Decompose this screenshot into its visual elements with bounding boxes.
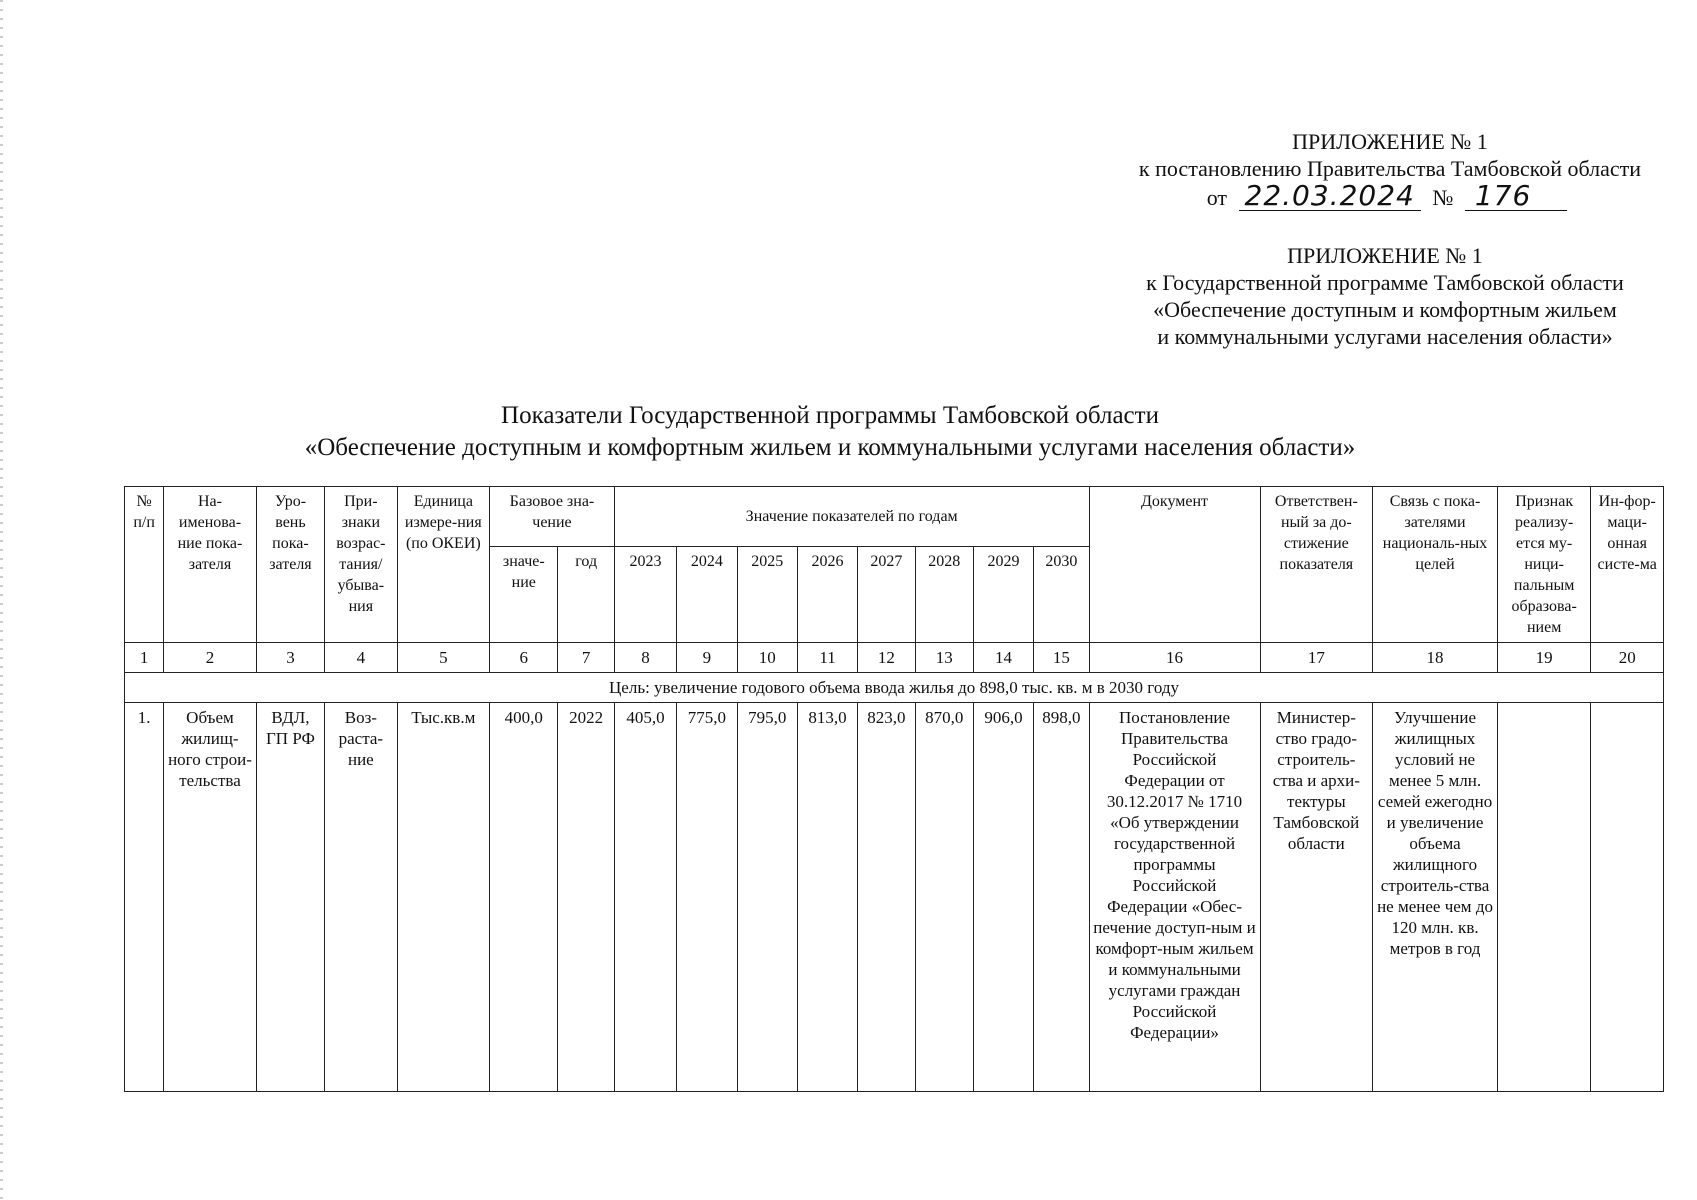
decree-appendix-label: ПРИЛОЖЕНИЕ № 1 [1292,129,1488,154]
col-header-year-2030: 2030 [1034,547,1089,643]
goal-text: Цель: увеличение годового объема ввода жилья до 898,0 тыс. кв. м в 2030 году [125,673,1664,703]
title-line-1: Показатели Государственной программы Тамбовской области [501,402,1159,429]
column-numbers-row [125,643,1664,673]
title-line-2: «Обеспечение доступным и комфортным жильем и коммунальными услугами населения области» [304,434,1356,461]
row-value-2026: 813,0 [797,703,857,1092]
column-number: 8 [614,643,676,673]
row-responsible: Министер-ство градо-строитель-ства и архи-тектуры Тамбовской области [1260,703,1373,1092]
column-number: 19 [1497,643,1591,673]
date-prefix: от [1206,185,1228,210]
row-base-year: 2022 [558,703,614,1092]
col-header-year-2029: 2029 [973,547,1033,643]
col-header-year-2024: 2024 [677,547,737,643]
col-header-num: № п/п [125,487,164,643]
column-number: 12 [858,643,915,673]
number-prefix: № [1432,185,1454,210]
col-header-document: Документ [1089,487,1260,643]
column-number: 17 [1260,643,1373,673]
column-number: 3 [256,643,324,673]
column-number: 6 [490,643,558,673]
document-title [120,400,1540,464]
program-appendix-line-1: к Государственной программе Тамбовской области [1146,270,1624,295]
row-value-2023: 405,0 [614,703,676,1092]
col-header-link: Связь с пока-зателями националь-ных целей [1373,487,1498,643]
column-number: 5 [397,643,490,673]
program-appendix-label: ПРИЛОЖЕНИЕ № 1 [1287,243,1483,268]
row-level: ВДЛ, ГП РФ [256,703,324,1092]
column-number: 16 [1089,643,1260,673]
col-header-year-2023: 2023 [614,547,676,643]
row-base-value: 400,0 [490,703,558,1092]
row-trend: Воз-раста-ние [325,703,397,1092]
decree-appendix-header [1110,128,1670,211]
col-header-base-value: значе-ние [490,547,558,643]
col-header-name: На-именова-ние пока-зателя [164,487,257,643]
column-number: 1 [125,643,164,673]
row-indicator-name: Объем жилищ-ного строи-тельства [164,703,257,1092]
row-value-2029: 906,0 [973,703,1033,1092]
col-header-year-2028: 2028 [915,547,973,643]
decree-reference: к постановлению Правительства Тамбовской области [1138,156,1642,181]
col-header-level: Уро-вень пока-зателя [256,487,324,643]
decree-date-number [1110,179,1670,212]
col-header-year-2025: 2025 [737,547,797,643]
table-row [125,703,1664,1092]
row-num: 1. [125,703,164,1092]
column-number: 7 [558,643,614,673]
decree-number-handwritten: 176 [1465,182,1567,211]
column-number: 18 [1373,643,1498,673]
column-number: 15 [1034,643,1089,673]
row-unit: Тыс.кв.м [397,703,490,1092]
col-header-year-2026: 2026 [797,547,857,643]
column-number: 10 [737,643,797,673]
row-national-goal-link: Улучшение жилищных условий не менее 5 млн. семей ежегодно и увеличение объема жилищного строитель-ства не менее чем до 120 млн. кв. метров в год [1373,703,1498,1092]
column-number: 11 [797,643,857,673]
decree-date-handwritten: 22.03.2024 [1239,182,1421,211]
col-header-trend: При-знаки возрас-тания/ убыва-ния [325,487,397,643]
program-appendix-line-2: «Обеспечение доступным и комфортным жильем [1153,297,1617,322]
indicators-table [124,486,1664,1092]
header-row-1 [125,487,1664,547]
row-value-2028: 870,0 [915,703,973,1092]
col-header-years-group: Значение показателей по годам [614,487,1089,547]
col-header-base: Базовое зна-чение [490,487,615,547]
column-number: 20 [1591,643,1664,673]
row-value-2030: 898,0 [1034,703,1089,1092]
col-header-municipal: Признак реализу-ется му-ници-пальным образова-нием [1497,487,1591,643]
row-municipal [1497,703,1591,1092]
program-appendix-line-3: и коммунальными услугами населения области» [1157,324,1613,349]
col-header-unit: Единица измере-ния (по ОКЕИ) [397,487,490,643]
row-value-2027: 823,0 [858,703,915,1092]
row-value-2025: 795,0 [737,703,797,1092]
column-number: 9 [677,643,737,673]
program-appendix-header [1115,242,1655,350]
goal-row [125,673,1664,703]
col-header-year-2027: 2027 [858,547,915,643]
column-number: 13 [915,643,973,673]
row-document: Постановление Правительства Российской Федерации от 30.12.2017 № 1710 «Об утверждении государственной программы Российской Федерации «Обес-печение доступ-ным и комфорт-ным жильем и коммунальными услугами граждан Российской Федерации» [1089,703,1260,1092]
col-header-infosystem: Ин-фор-маци-онная систе-ма [1591,487,1664,643]
col-header-base-year: год [558,547,614,643]
scan-edge-mark [0,0,3,1200]
column-number: 4 [325,643,397,673]
col-header-responsible: Ответствен-ный за до-стижение показателя [1260,487,1373,643]
column-number: 14 [973,643,1033,673]
row-value-2024: 775,0 [677,703,737,1092]
row-infosystem [1591,703,1664,1092]
column-number: 2 [164,643,257,673]
